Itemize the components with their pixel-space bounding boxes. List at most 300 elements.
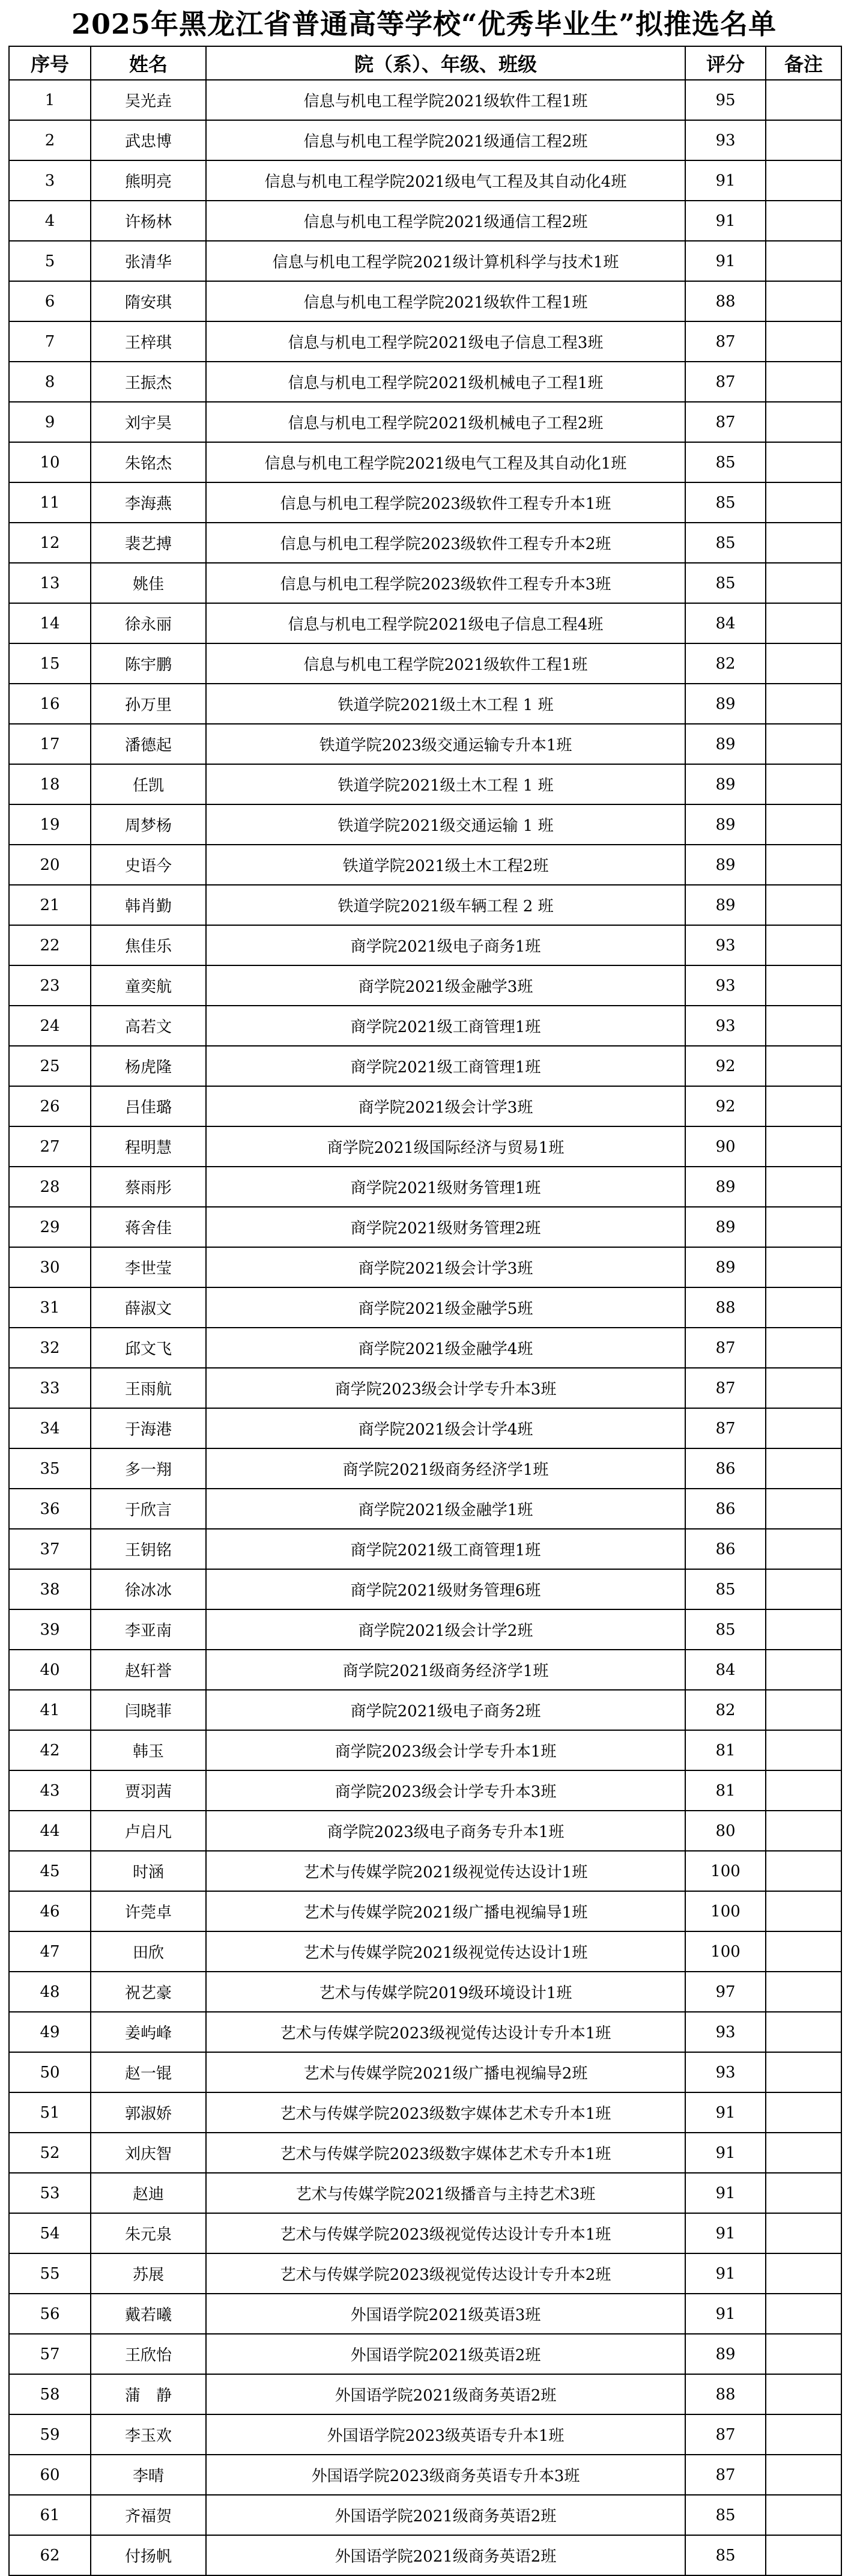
student-name-cell: 李晴 xyxy=(91,2455,206,2495)
table-row xyxy=(9,925,841,965)
student-name-cell: 周梦杨 xyxy=(91,804,206,845)
row-number-cell: 61 xyxy=(9,2495,91,2535)
row-number-cell: 28 xyxy=(9,1167,91,1207)
department-class-cell: 外国语学院2021级商务英语2班 xyxy=(206,2535,685,2575)
header-number: 序号 xyxy=(9,46,91,80)
row-number-cell: 40 xyxy=(9,1650,91,1690)
table-row xyxy=(9,362,841,402)
table-row xyxy=(9,321,841,362)
score-cell: 95 xyxy=(685,80,766,120)
score-cell: 89 xyxy=(685,845,766,885)
score-cell: 91 xyxy=(685,2092,766,2133)
remark-cell xyxy=(766,1770,841,1811)
score-cell: 93 xyxy=(685,965,766,1006)
remark-cell xyxy=(766,1489,841,1529)
department-class-cell: 铁道学院2023级交通运输专升本1班 xyxy=(206,724,685,764)
row-number-cell: 39 xyxy=(9,1609,91,1650)
row-number-cell: 38 xyxy=(9,1569,91,1609)
student-name-cell: 薛淑文 xyxy=(91,1287,206,1328)
department-class-cell: 商学院2021级商务经济学1班 xyxy=(206,1448,685,1489)
score-cell: 87 xyxy=(685,1368,766,1408)
row-number-cell: 32 xyxy=(9,1328,91,1368)
department-class-cell: 信息与机电工程学院2021级通信工程2班 xyxy=(206,120,685,160)
department-class-cell: 商学院2021级工商管理1班 xyxy=(206,1006,685,1046)
score-cell: 89 xyxy=(685,2334,766,2374)
remark-cell xyxy=(766,925,841,965)
remark-cell xyxy=(766,1287,841,1328)
department-class-cell: 信息与机电工程学院2021级机械电子工程2班 xyxy=(206,402,685,442)
table-row xyxy=(9,804,841,845)
score-cell: 87 xyxy=(685,1328,766,1368)
table-row xyxy=(9,160,841,201)
row-number-cell: 49 xyxy=(9,2012,91,2052)
student-name-cell: 多一翔 xyxy=(91,1448,206,1489)
row-number-cell: 45 xyxy=(9,1851,91,1891)
table-row xyxy=(9,1770,841,1811)
table-row xyxy=(9,2052,841,2092)
student-name-cell: 祝艺豪 xyxy=(91,1972,206,2012)
row-number-cell: 57 xyxy=(9,2334,91,2374)
score-cell: 87 xyxy=(685,2414,766,2455)
student-name-cell: 时涵 xyxy=(91,1851,206,1891)
table-row xyxy=(9,1006,841,1046)
table-body xyxy=(9,80,841,2575)
row-number-cell: 48 xyxy=(9,1972,91,2012)
remark-cell xyxy=(766,2294,841,2334)
department-class-cell: 商学院2021级工商管理1班 xyxy=(206,1529,685,1569)
department-class-cell: 商学院2021级电子商务2班 xyxy=(206,1690,685,1730)
row-number-cell: 53 xyxy=(9,2173,91,2213)
remark-cell xyxy=(766,1006,841,1046)
row-number-cell: 1 xyxy=(9,80,91,120)
remark-cell xyxy=(766,1368,841,1408)
department-class-cell: 商学院2021级国际经济与贸易1班 xyxy=(206,1126,685,1167)
table-row xyxy=(9,402,841,442)
score-cell: 91 xyxy=(685,241,766,281)
student-name-cell: 武忠博 xyxy=(91,120,206,160)
score-cell: 89 xyxy=(685,1207,766,1247)
student-name-cell: 王梓琪 xyxy=(91,321,206,362)
student-name-cell: 徐永丽 xyxy=(91,603,206,643)
student-name-cell: 姚佳 xyxy=(91,563,206,603)
student-name-cell: 刘宇昊 xyxy=(91,402,206,442)
table-row xyxy=(9,1489,841,1529)
row-number-cell: 36 xyxy=(9,1489,91,1529)
table-row xyxy=(9,2334,841,2374)
student-name-cell: 戴若曦 xyxy=(91,2294,206,2334)
department-class-cell: 信息与机电工程学院2023级软件工程专升本1班 xyxy=(206,482,685,523)
table-row xyxy=(9,2012,841,2052)
remark-cell xyxy=(766,2213,841,2253)
table-row xyxy=(9,1650,841,1690)
row-number-cell: 62 xyxy=(9,2535,91,2575)
table-row xyxy=(9,1328,841,1368)
row-number-cell: 55 xyxy=(9,2253,91,2294)
department-class-cell: 商学院2023级会计学专升本3班 xyxy=(206,1368,685,1408)
row-number-cell: 24 xyxy=(9,1006,91,1046)
student-name-cell: 赵迪 xyxy=(91,2173,206,2213)
student-name-cell: 蒲 静 xyxy=(91,2374,206,2414)
table-row xyxy=(9,684,841,724)
remark-cell xyxy=(766,1167,841,1207)
row-number-cell: 33 xyxy=(9,1368,91,1408)
department-class-cell: 信息与机电工程学院2021级电气工程及其自动化4班 xyxy=(206,160,685,201)
score-cell: 89 xyxy=(685,724,766,764)
remark-cell xyxy=(766,482,841,523)
remark-cell xyxy=(766,2092,841,2133)
table-row xyxy=(9,965,841,1006)
department-class-cell: 信息与机电工程学院2021级电气工程及其自动化1班 xyxy=(206,442,685,482)
table-row xyxy=(9,1408,841,1448)
remark-cell xyxy=(766,1569,841,1609)
row-number-cell: 25 xyxy=(9,1046,91,1086)
department-class-cell: 商学院2021级金融学4班 xyxy=(206,1328,685,1368)
row-number-cell: 59 xyxy=(9,2414,91,2455)
row-number-cell: 42 xyxy=(9,1730,91,1770)
row-number-cell: 56 xyxy=(9,2294,91,2334)
row-number-cell: 2 xyxy=(9,120,91,160)
table-row xyxy=(9,2495,841,2535)
department-class-cell: 信息与机电工程学院2021级软件工程1班 xyxy=(206,281,685,321)
remark-cell xyxy=(766,2253,841,2294)
row-number-cell: 50 xyxy=(9,2052,91,2092)
row-number-cell: 30 xyxy=(9,1247,91,1287)
score-cell: 91 xyxy=(685,201,766,241)
table-row xyxy=(9,523,841,563)
document-title: 2025年黑龙江省普通高等学校“优秀毕业生”拟推选名单 xyxy=(71,8,777,40)
student-name-cell: 王欣怡 xyxy=(91,2334,206,2374)
department-class-cell: 信息与机电工程学院2023级软件工程专升本2班 xyxy=(206,523,685,563)
score-cell: 93 xyxy=(685,2012,766,2052)
table-row xyxy=(9,1931,841,1972)
remark-cell xyxy=(766,2414,841,2455)
student-name-cell: 吕佳璐 xyxy=(91,1086,206,1126)
department-class-cell: 商学院2021级会计学4班 xyxy=(206,1408,685,1448)
remark-cell xyxy=(766,523,841,563)
department-class-cell: 商学院2023级电子商务专升本1班 xyxy=(206,1811,685,1851)
score-cell: 89 xyxy=(685,684,766,724)
student-name-cell: 裴艺搏 xyxy=(91,523,206,563)
score-cell: 85 xyxy=(685,482,766,523)
remark-cell xyxy=(766,2334,841,2374)
remark-cell xyxy=(766,1730,841,1770)
student-name-cell: 许杨林 xyxy=(91,201,206,241)
table-row xyxy=(9,281,841,321)
department-class-cell: 信息与机电工程学院2021级电子信息工程4班 xyxy=(206,603,685,643)
table-row xyxy=(9,764,841,804)
table-row xyxy=(9,241,841,281)
score-cell: 91 xyxy=(685,2253,766,2294)
student-name-cell: 郭淑娇 xyxy=(91,2092,206,2133)
row-number-cell: 8 xyxy=(9,362,91,402)
header-score: 评分 xyxy=(685,46,766,80)
score-cell: 85 xyxy=(685,563,766,603)
department-class-cell: 信息与机电工程学院2021级电子信息工程3班 xyxy=(206,321,685,362)
department-class-cell: 信息与机电工程学院2021级软件工程1班 xyxy=(206,643,685,684)
table-row xyxy=(9,1690,841,1730)
score-cell: 82 xyxy=(685,643,766,684)
row-number-cell: 31 xyxy=(9,1287,91,1328)
department-class-cell: 外国语学院2023级商务英语专升本3班 xyxy=(206,2455,685,2495)
student-name-cell: 李亚南 xyxy=(91,1609,206,1650)
department-class-cell: 艺术与传媒学院2021级广播电视编导1班 xyxy=(206,1891,685,1931)
score-cell: 81 xyxy=(685,1730,766,1770)
remark-cell xyxy=(766,885,841,925)
row-number-cell: 58 xyxy=(9,2374,91,2414)
student-name-cell: 熊明亮 xyxy=(91,160,206,201)
department-class-cell: 艺术与传媒学院2023级视觉传达设计专升本1班 xyxy=(206,2213,685,2253)
table-row xyxy=(9,1207,841,1247)
remark-cell xyxy=(766,1408,841,1448)
department-class-cell: 艺术与传媒学院2021级视觉传达设计1班 xyxy=(206,1931,685,1972)
student-name-cell: 赵一锟 xyxy=(91,2052,206,2092)
table-header-row xyxy=(9,46,841,80)
score-cell: 87 xyxy=(685,1408,766,1448)
row-number-cell: 46 xyxy=(9,1891,91,1931)
table-row xyxy=(9,1529,841,1569)
student-name-cell: 李玉欢 xyxy=(91,2414,206,2455)
score-cell: 86 xyxy=(685,1529,766,1569)
table-row xyxy=(9,1851,841,1891)
student-name-cell: 王雨航 xyxy=(91,1368,206,1408)
table-row xyxy=(9,2253,841,2294)
department-class-cell: 艺术与传媒学院2023级视觉传达设计专升本2班 xyxy=(206,2253,685,2294)
department-class-cell: 商学院2021级财务管理2班 xyxy=(206,1207,685,1247)
table-row xyxy=(9,120,841,160)
department-class-cell: 外国语学院2021级英语3班 xyxy=(206,2294,685,2334)
row-number-cell: 13 xyxy=(9,563,91,603)
header-remark: 备注 xyxy=(766,46,841,80)
remark-cell xyxy=(766,2495,841,2535)
remark-cell xyxy=(766,1891,841,1931)
row-number-cell: 15 xyxy=(9,643,91,684)
student-name-cell: 徐冰冰 xyxy=(91,1569,206,1609)
table-row xyxy=(9,2294,841,2334)
student-name-cell: 李海燕 xyxy=(91,482,206,523)
score-cell: 87 xyxy=(685,321,766,362)
table-row xyxy=(9,2173,841,2213)
score-cell: 91 xyxy=(685,160,766,201)
department-class-cell: 铁道学院2021级车辆工程 2 班 xyxy=(206,885,685,925)
remark-cell xyxy=(766,2133,841,2173)
score-cell: 87 xyxy=(685,2455,766,2495)
score-cell: 89 xyxy=(685,1247,766,1287)
row-number-cell: 37 xyxy=(9,1529,91,1569)
student-name-cell: 王振杰 xyxy=(91,362,206,402)
department-class-cell: 铁道学院2021级土木工程 1 班 xyxy=(206,684,685,724)
nominee-table xyxy=(8,46,842,2576)
department-class-cell: 信息与机电工程学院2023级软件工程专升本3班 xyxy=(206,563,685,603)
department-class-cell: 艺术与传媒学院2019级环境设计1班 xyxy=(206,1972,685,2012)
table-row xyxy=(9,845,841,885)
row-number-cell: 23 xyxy=(9,965,91,1006)
remark-cell xyxy=(766,442,841,482)
department-class-cell: 信息与机电工程学院2021级机械电子工程1班 xyxy=(206,362,685,402)
department-class-cell: 商学院2021级会计学3班 xyxy=(206,1247,685,1287)
student-name-cell: 赵轩誉 xyxy=(91,1650,206,1690)
row-number-cell: 14 xyxy=(9,603,91,643)
department-class-cell: 商学院2023级会计学专升本3班 xyxy=(206,1770,685,1811)
score-cell: 86 xyxy=(685,1489,766,1529)
department-class-cell: 商学院2021级财务管理6班 xyxy=(206,1569,685,1609)
remark-cell xyxy=(766,1972,841,2012)
remark-cell xyxy=(766,1529,841,1569)
row-number-cell: 21 xyxy=(9,885,91,925)
row-number-cell: 52 xyxy=(9,2133,91,2173)
student-name-cell: 王钥铭 xyxy=(91,1529,206,1569)
score-cell: 93 xyxy=(685,2052,766,2092)
remark-cell xyxy=(766,965,841,1006)
remark-cell xyxy=(766,2374,841,2414)
department-class-cell: 外国语学院2023级英语专升本1班 xyxy=(206,2414,685,2455)
score-cell: 89 xyxy=(685,764,766,804)
remark-cell xyxy=(766,201,841,241)
score-cell: 89 xyxy=(685,1167,766,1207)
row-number-cell: 34 xyxy=(9,1408,91,1448)
student-name-cell: 潘德起 xyxy=(91,724,206,764)
student-name-cell: 闫晓菲 xyxy=(91,1690,206,1730)
score-cell: 88 xyxy=(685,281,766,321)
score-cell: 88 xyxy=(685,2374,766,2414)
score-cell: 87 xyxy=(685,402,766,442)
row-number-cell: 5 xyxy=(9,241,91,281)
row-number-cell: 9 xyxy=(9,402,91,442)
remark-cell xyxy=(766,724,841,764)
remark-cell xyxy=(766,281,841,321)
row-number-cell: 47 xyxy=(9,1931,91,1972)
table-row xyxy=(9,2374,841,2414)
remark-cell xyxy=(766,1609,841,1650)
score-cell: 88 xyxy=(685,1287,766,1328)
table-row xyxy=(9,2535,841,2575)
score-cell: 91 xyxy=(685,2213,766,2253)
table-row xyxy=(9,1811,841,1851)
remark-cell xyxy=(766,1126,841,1167)
remark-cell xyxy=(766,120,841,160)
table-row xyxy=(9,1368,841,1408)
remark-cell xyxy=(766,80,841,120)
row-number-cell: 22 xyxy=(9,925,91,965)
remark-cell xyxy=(766,804,841,845)
remark-cell xyxy=(766,1207,841,1247)
student-name-cell: 齐福贺 xyxy=(91,2495,206,2535)
score-cell: 80 xyxy=(685,1811,766,1851)
row-number-cell: 44 xyxy=(9,1811,91,1851)
remark-cell xyxy=(766,1690,841,1730)
remark-cell xyxy=(766,362,841,402)
student-name-cell: 吴光垚 xyxy=(91,80,206,120)
score-cell: 89 xyxy=(685,885,766,925)
score-cell: 91 xyxy=(685,2133,766,2173)
table-row xyxy=(9,80,841,120)
student-name-cell: 韩肖勤 xyxy=(91,885,206,925)
department-class-cell: 铁道学院2021级交通运输 1 班 xyxy=(206,804,685,845)
student-name-cell: 于欣言 xyxy=(91,1489,206,1529)
row-number-cell: 4 xyxy=(9,201,91,241)
row-number-cell: 35 xyxy=(9,1448,91,1489)
remark-cell xyxy=(766,1328,841,1368)
remark-cell xyxy=(766,1086,841,1126)
score-cell: 85 xyxy=(685,2535,766,2575)
table-row xyxy=(9,1891,841,1931)
student-name-cell: 付扬帆 xyxy=(91,2535,206,2575)
row-number-cell: 20 xyxy=(9,845,91,885)
student-name-cell: 张清华 xyxy=(91,241,206,281)
student-name-cell: 许莞卓 xyxy=(91,1891,206,1931)
student-name-cell: 孙万里 xyxy=(91,684,206,724)
row-number-cell: 10 xyxy=(9,442,91,482)
score-cell: 93 xyxy=(685,120,766,160)
row-number-cell: 43 xyxy=(9,1770,91,1811)
table-row xyxy=(9,1287,841,1328)
table-row xyxy=(9,1730,841,1770)
department-class-cell: 商学院2021级金融学3班 xyxy=(206,965,685,1006)
department-class-cell: 商学院2023级会计学专升本1班 xyxy=(206,1730,685,1770)
remark-cell xyxy=(766,2052,841,2092)
department-class-cell: 商学院2021级财务管理1班 xyxy=(206,1167,685,1207)
row-number-cell: 19 xyxy=(9,804,91,845)
student-name-cell: 刘庆智 xyxy=(91,2133,206,2173)
department-class-cell: 艺术与传媒学院2021级广播电视编导2班 xyxy=(206,2052,685,2092)
remark-cell xyxy=(766,1931,841,1972)
remark-cell xyxy=(766,241,841,281)
remark-cell xyxy=(766,603,841,643)
table-row xyxy=(9,1126,841,1167)
department-class-cell: 外国语学院2021级商务英语2班 xyxy=(206,2495,685,2535)
table-row xyxy=(9,563,841,603)
row-number-cell: 3 xyxy=(9,160,91,201)
row-number-cell: 18 xyxy=(9,764,91,804)
department-class-cell: 外国语学院2021级商务英语2班 xyxy=(206,2374,685,2414)
department-class-cell: 信息与机电工程学院2021级计算机科学与技术1班 xyxy=(206,241,685,281)
table-row xyxy=(9,442,841,482)
table-row xyxy=(9,1609,841,1650)
student-name-cell: 贾羽茜 xyxy=(91,1770,206,1811)
score-cell: 92 xyxy=(685,1086,766,1126)
table-row xyxy=(9,1046,841,1086)
score-cell: 100 xyxy=(685,1891,766,1931)
header-department: 院（系）、年级、班级 xyxy=(206,46,685,80)
score-cell: 86 xyxy=(685,1448,766,1489)
table-row xyxy=(9,1569,841,1609)
remark-cell xyxy=(766,1851,841,1891)
student-name-cell: 童奕航 xyxy=(91,965,206,1006)
row-number-cell: 51 xyxy=(9,2092,91,2133)
department-class-cell: 外国语学院2021级英语2班 xyxy=(206,2334,685,2374)
score-cell: 97 xyxy=(685,1972,766,2012)
department-class-cell: 商学院2021级金融学1班 xyxy=(206,1489,685,1529)
score-cell: 100 xyxy=(685,1851,766,1891)
table-row xyxy=(9,2133,841,2173)
table-row xyxy=(9,643,841,684)
row-number-cell: 11 xyxy=(9,482,91,523)
table-row xyxy=(9,1972,841,2012)
row-number-cell: 17 xyxy=(9,724,91,764)
student-name-cell: 苏展 xyxy=(91,2253,206,2294)
remark-cell xyxy=(766,845,841,885)
department-class-cell: 艺术与传媒学院2021级视觉传达设计1班 xyxy=(206,1851,685,1891)
score-cell: 87 xyxy=(685,362,766,402)
score-cell: 91 xyxy=(685,2173,766,2213)
student-name-cell: 蔡雨彤 xyxy=(91,1167,206,1207)
remark-cell xyxy=(766,160,841,201)
score-cell: 93 xyxy=(685,1006,766,1046)
remark-cell xyxy=(766,764,841,804)
department-class-cell: 艺术与传媒学院2023级视觉传达设计专升本1班 xyxy=(206,2012,685,2052)
remark-cell xyxy=(766,1046,841,1086)
score-cell: 85 xyxy=(685,2495,766,2535)
remark-cell xyxy=(766,402,841,442)
